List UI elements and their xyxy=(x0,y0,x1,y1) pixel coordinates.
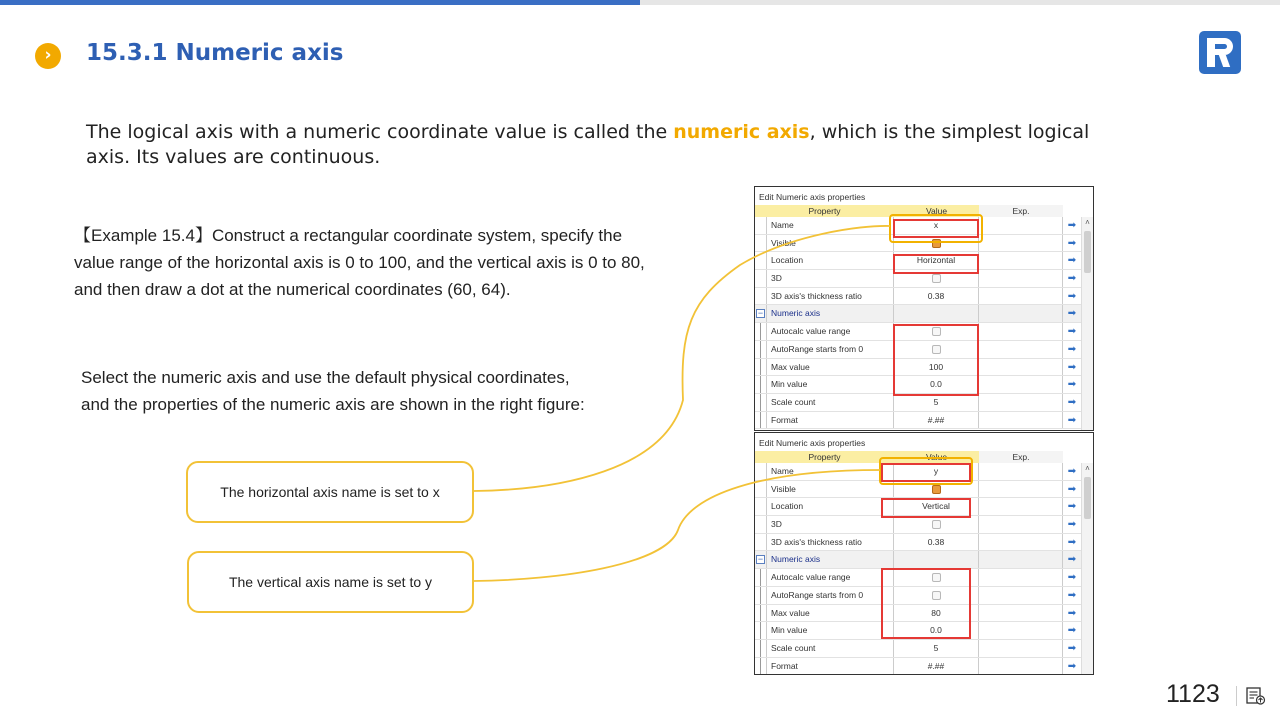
expression-cell[interactable] xyxy=(979,481,1063,498)
arrow-right-icon[interactable]: ➡ xyxy=(1067,519,1077,531)
raqsoft-logo-icon xyxy=(1199,31,1241,74)
3d-checkbox[interactable] xyxy=(932,520,941,529)
arrow-right-icon[interactable]: ➡ xyxy=(1067,255,1077,267)
arrow-right-icon[interactable]: ➡ xyxy=(1067,536,1077,548)
page-number: 1123 xyxy=(1166,680,1220,708)
page-title: 15.3.1 Numeric axis xyxy=(86,40,344,66)
format-input[interactable]: #.## xyxy=(894,412,979,429)
expression-cell[interactable] xyxy=(979,376,1063,393)
example-paragraph: 【Example 15.4】Construct a rectangular coordinate system, specify the value range of the horizontal axis is 0 to 100, and the vertical axis is 0 to 80, and then draw a dot at the numerical coordinates (60, 64). xyxy=(74,226,645,299)
horizontal-axis-callout-text: The horizontal axis name is set to x xyxy=(220,484,440,500)
arrow-right-icon[interactable]: ➡ xyxy=(1067,343,1077,355)
scroll-up-icon[interactable]: ˄ xyxy=(1085,464,1090,473)
name-focus-box xyxy=(889,214,983,243)
expression-cell[interactable] xyxy=(979,235,1063,252)
name-focus-box xyxy=(879,457,973,485)
axis-name-input[interactable]: y xyxy=(894,463,979,480)
arrow-right-icon[interactable]: ➡ xyxy=(1067,642,1077,654)
property-group-numeric-axis[interactable] xyxy=(755,551,1093,569)
expression-cell[interactable] xyxy=(979,341,1063,358)
location-highlight-box xyxy=(881,498,971,518)
vertical-axis-callout xyxy=(187,551,474,613)
expression-cell[interactable] xyxy=(979,658,1063,675)
collapse-icon[interactable]: − xyxy=(757,554,764,565)
visible-checkbox[interactable] xyxy=(932,485,941,494)
property-label: Scale count xyxy=(767,394,894,411)
arrow-right-icon[interactable]: ➡ xyxy=(1067,396,1077,408)
top-track-bar xyxy=(640,0,1280,5)
expression-cell[interactable] xyxy=(979,323,1063,340)
arrow-right-icon[interactable]: ➡ xyxy=(1067,237,1077,249)
3d-checkbox[interactable] xyxy=(932,274,941,283)
location-select[interactable]: Horizontal xyxy=(894,252,979,269)
expression-cell[interactable] xyxy=(979,498,1063,515)
arrow-right-icon[interactable]: ➡ xyxy=(1067,220,1077,231)
max-value-input[interactable]: 80 xyxy=(894,605,979,622)
property-label: Location xyxy=(767,498,894,515)
property-label: 3D axis's thickness ratio xyxy=(767,288,894,305)
arrow-right-icon[interactable]: ➡ xyxy=(1067,625,1077,637)
arrow-right-icon[interactable]: ➡ xyxy=(1067,589,1077,601)
arrow-right-icon[interactable]: ➡ xyxy=(1067,607,1077,619)
arrow-right-icon[interactable]: ➡ xyxy=(1067,466,1077,477)
page-divider xyxy=(1236,686,1237,706)
property-label: AutoRange starts from 0 xyxy=(767,341,894,358)
header-exp: Exp. xyxy=(979,451,1063,463)
expression-cell[interactable] xyxy=(979,640,1063,657)
expression-cell[interactable] xyxy=(979,394,1063,411)
vertical-scrollbar[interactable] xyxy=(1081,217,1093,430)
property-label: Autocalc value range xyxy=(767,569,894,586)
property-row-3d[interactable] xyxy=(755,516,1093,534)
expression-cell[interactable] xyxy=(979,569,1063,586)
property-label: Min value xyxy=(767,376,894,393)
property-group-numeric-axis[interactable] xyxy=(755,305,1093,323)
header-value: Value xyxy=(894,451,979,463)
expression-cell[interactable] xyxy=(979,217,1063,234)
panel-title: Edit Numeric axis properties xyxy=(759,438,866,448)
arrow-right-icon[interactable]: ➡ xyxy=(1067,572,1077,584)
arrow-right-icon[interactable]: ➡ xyxy=(1067,660,1077,672)
chevron-right-icon: › xyxy=(35,43,61,69)
expression-cell[interactable] xyxy=(979,587,1063,604)
property-label: Min value xyxy=(767,622,894,639)
property-label: Name xyxy=(767,217,894,234)
expression-cell[interactable] xyxy=(979,463,1063,480)
expression-cell[interactable] xyxy=(979,359,1063,376)
property-label: Format xyxy=(767,412,894,429)
expression-cell[interactable] xyxy=(979,252,1063,269)
property-label: Max value xyxy=(767,359,894,376)
header-value: Value xyxy=(894,205,979,217)
group-label: Numeric axis xyxy=(767,551,894,568)
scroll-thumb[interactable] xyxy=(1084,231,1091,273)
property-panel-horizontal xyxy=(754,186,1094,431)
scale-count-input[interactable]: 5 xyxy=(894,394,979,411)
arrow-right-icon[interactable]: ➡ xyxy=(1067,483,1077,495)
header-exp: Exp. xyxy=(979,205,1063,217)
axis-name-input[interactable]: x xyxy=(894,217,979,234)
min-value-input[interactable]: 0.0 xyxy=(894,622,979,639)
header-property: Property xyxy=(755,451,894,463)
scroll-up-icon[interactable]: ˄ xyxy=(1085,218,1090,227)
property-row-thickness[interactable] xyxy=(755,288,1093,306)
expression-cell[interactable] xyxy=(979,516,1063,533)
scale-count-input[interactable]: 5 xyxy=(894,640,979,657)
expression-cell[interactable] xyxy=(979,270,1063,287)
expression-cell[interactable] xyxy=(979,412,1063,429)
intro-highlight: numeric axis xyxy=(673,121,810,143)
expression-cell[interactable] xyxy=(979,534,1063,551)
arrow-right-icon[interactable]: ➡ xyxy=(1067,379,1077,391)
property-row-scale[interactable] xyxy=(755,640,1093,658)
range-highlight-box xyxy=(881,568,971,639)
property-panel-vertical xyxy=(754,432,1094,675)
vertical-scrollbar[interactable] xyxy=(1081,463,1093,674)
max-value-input[interactable]: 100 xyxy=(894,359,979,376)
thickness-input[interactable]: 0.38 xyxy=(894,534,979,551)
vertical-axis-callout-text: The vertical axis name is set to y xyxy=(228,574,433,590)
arrow-right-icon[interactable]: ➡ xyxy=(1067,501,1077,513)
property-label: 3D xyxy=(767,270,894,287)
thickness-input[interactable]: 0.38 xyxy=(894,288,979,305)
min-value-input[interactable]: 0.0 xyxy=(894,376,979,393)
arrow-right-icon[interactable]: ➡ xyxy=(1067,554,1077,566)
collapse-icon[interactable]: − xyxy=(757,308,764,319)
arrow-right-icon[interactable]: ➡ xyxy=(1067,361,1077,373)
group-label: Numeric axis xyxy=(767,305,894,322)
property-label: Scale count xyxy=(767,640,894,657)
expression-cell[interactable] xyxy=(979,288,1063,305)
instruction-paragraph: Select the numeric axis and use the default physical coordinates, and the properties of the numeric axis are shown in the right figure: xyxy=(81,368,585,414)
arrow-right-icon[interactable]: ➡ xyxy=(1067,326,1077,338)
intro-text-before: The logical axis with a numeric coordinate value is called the xyxy=(86,121,674,143)
intro-paragraph xyxy=(86,120,1096,170)
property-label: Visible xyxy=(767,235,894,252)
top-accent-bar xyxy=(0,0,640,5)
arrow-right-icon[interactable]: ➡ xyxy=(1067,308,1077,320)
arrow-right-icon[interactable]: ➡ xyxy=(1067,290,1077,302)
range-highlight-box xyxy=(893,324,979,396)
expression-cell[interactable] xyxy=(979,605,1063,622)
property-row-format[interactable] xyxy=(755,412,1093,430)
notes-icon[interactable] xyxy=(1246,687,1266,705)
panel-title: Edit Numeric axis properties xyxy=(759,192,866,202)
property-label: 3D axis's thickness ratio xyxy=(767,534,894,551)
property-row-thickness[interactable] xyxy=(755,534,1093,552)
location-highlight-box xyxy=(893,254,979,274)
property-label: Visible xyxy=(767,481,894,498)
property-label: Format xyxy=(767,658,894,675)
expression-cell[interactable] xyxy=(979,622,1063,639)
header-property: Property xyxy=(755,205,894,217)
arrow-right-icon[interactable]: ➡ xyxy=(1067,414,1077,426)
property-label: Autocalc value range xyxy=(767,323,894,340)
intro-text-after: , which is the simplest logical axis. Its values are continuous. xyxy=(86,121,1090,168)
property-row-scale[interactable] xyxy=(755,394,1093,412)
property-label: 3D xyxy=(767,516,894,533)
property-label: Name xyxy=(767,463,894,480)
property-label: Location xyxy=(767,252,894,269)
scroll-thumb[interactable] xyxy=(1084,477,1091,519)
property-label: AutoRange starts from 0 xyxy=(767,587,894,604)
location-select[interactable]: Vertical xyxy=(894,498,979,515)
property-label: Max value xyxy=(767,605,894,622)
horizontal-axis-callout xyxy=(186,461,474,523)
format-input[interactable]: #.## xyxy=(894,658,979,675)
property-row-format[interactable] xyxy=(755,658,1093,675)
arrow-right-icon[interactable]: ➡ xyxy=(1067,273,1077,285)
